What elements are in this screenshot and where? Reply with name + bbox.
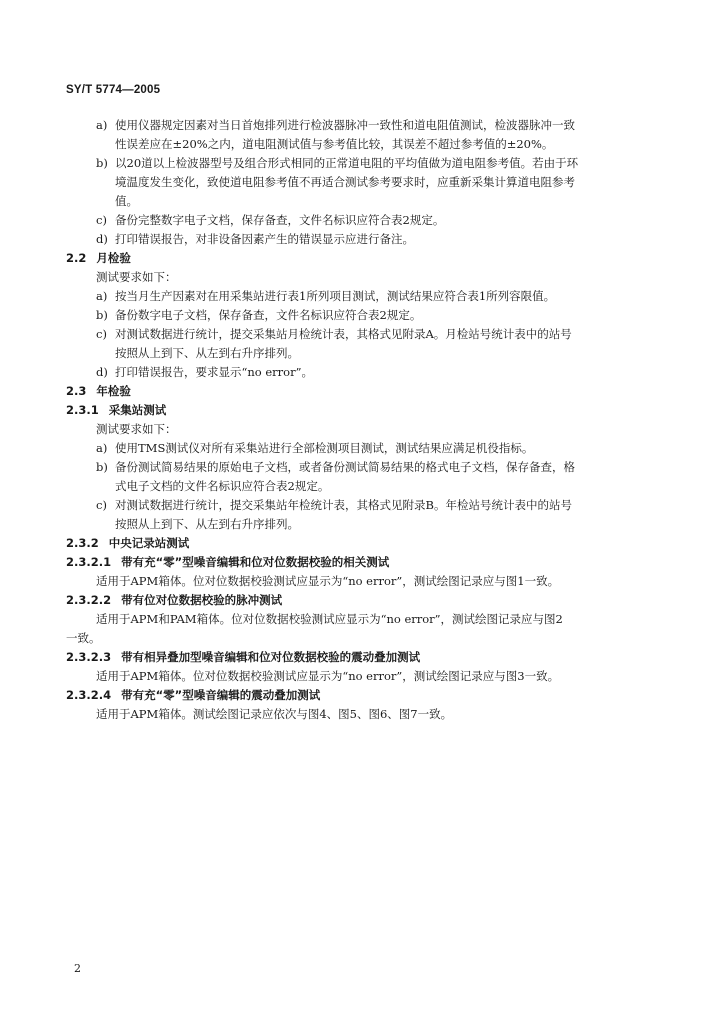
- section-heading: [66, 401, 666, 420]
- list-item-text: 备份完整数字电子文档，保存备查，文件名标识应符合表2规定。: [115, 213, 445, 227]
- section-heading: [66, 534, 666, 553]
- list-item-continuation: 按照从上到下、从左到右升序排列。: [115, 517, 299, 531]
- list-marker: d): [96, 365, 108, 379]
- section-number: 2.3.2.3: [66, 650, 112, 664]
- section-heading: [66, 648, 666, 667]
- list-item-continuation: 式电子文档的文件名标识应符合表2规定。: [115, 479, 330, 493]
- paragraph-continuation: 一致。: [66, 631, 101, 645]
- section-title: 中央记录站测试: [108, 536, 190, 550]
- list-marker: c): [96, 327, 107, 341]
- section-title: 带有相异叠加型噪音编辑和位对位数据校验的震动叠加测试: [121, 650, 421, 664]
- list-marker: b): [96, 308, 108, 322]
- list-item: [66, 496, 666, 515]
- section-heading: [66, 591, 666, 610]
- list-item: [66, 287, 666, 306]
- list-marker: d): [96, 232, 108, 246]
- document-body: [66, 116, 666, 724]
- list-marker: a): [96, 289, 108, 303]
- section-heading: [66, 553, 666, 572]
- list-item-continuation: 性误差应在±20%之内，道电阻测试值与参考值比较，其误差不超过参考值的±20%。: [115, 137, 554, 151]
- standard-code: SY/T 5774—2005: [66, 84, 161, 96]
- list-item-text: 使用仪器规定因素对当日首炮排列进行检波器脉冲一致性和道电阻值测试，检波器脉冲一致: [115, 118, 575, 132]
- list-item-text: 打印错误报告，要求显示“no error”。: [115, 365, 313, 379]
- section-number: 2.3.1: [66, 403, 99, 417]
- section-number: 2.3.2.4: [66, 688, 112, 702]
- list-item-text: 使用TMS测试仪对所有采集站进行全部检测项目测试，测试结果应满足机役指标。: [115, 441, 534, 455]
- section-number: 2.3: [66, 384, 87, 398]
- section-number: 2.3.2: [66, 536, 99, 550]
- list-item-continuation: 值。: [115, 194, 138, 208]
- paragraph: 适用于APM和PAM箱体。位对位数据校验测试应显示为“no error”，测试绘图记录应与图2: [96, 612, 563, 626]
- list-marker: b): [96, 156, 108, 170]
- list-marker: c): [96, 213, 107, 227]
- page-number: 2: [74, 962, 81, 975]
- section-title: 采集站测试: [108, 403, 167, 417]
- list-item-text: 以20道以上检波器型号及组合形式相同的正常道电阻的平均值做为道电阻参考值。若由于环: [115, 156, 579, 170]
- list-item: [66, 439, 666, 458]
- list-marker: a): [96, 118, 108, 132]
- list-item: [66, 211, 666, 230]
- list-marker: c): [96, 498, 107, 512]
- list-item-text: 备份数字电子文档，保存备查，文件名标识应符合表2规定。: [115, 308, 422, 322]
- list-item-text: 打印错误报告，对非设备因素产生的错误显示应进行备注。: [115, 232, 414, 246]
- paragraph: 测试要求如下：: [96, 270, 177, 284]
- list-item: [66, 363, 666, 382]
- section-number: 2.3.2.2: [66, 593, 112, 607]
- list-item-text: 对测试数据进行统计，提交采集站年检统计表，其格式见附录B。年检站号统计表中的站号: [115, 498, 572, 512]
- list-item-text: 备份测试简易结果的原始电子文档，或者备份测试简易结果的格式电子文档，保存备查，格: [115, 460, 575, 474]
- list-marker: a): [96, 441, 108, 455]
- list-item-text: 按当月生产因素对在用采集站进行表1所列项目测试，测试结果应符合表1所列容限值。: [115, 289, 556, 303]
- paragraph: 测试要求如下：: [96, 422, 177, 436]
- paragraph: 适用于APM箱体。位对位数据校验测试应显示为“no error”，测试绘图记录应与图1一致。: [96, 574, 560, 588]
- section-number: 2.3.2.1: [66, 555, 112, 569]
- paragraph: 适用于APM箱体。位对位数据校验测试应显示为“no error”，测试绘图记录应与图3一致。: [96, 669, 560, 683]
- section-title: 带有位对位数据校验的脉冲测试: [121, 593, 283, 607]
- section-heading: [66, 686, 666, 705]
- paragraph: 适用于APM箱体。测试绘图记录应依次与图4、图5、图6、图7一致。: [96, 707, 453, 721]
- list-item: [66, 230, 666, 249]
- section-title: 月检验: [96, 251, 131, 265]
- list-item: [66, 325, 666, 344]
- list-item-continuation: 境温度发生变化，致使道电阻参考值不再适合测试参考要求时，应重新采集计算道电阻参考: [115, 175, 575, 189]
- section-title: 带有充“零”型噪音编辑和位对位数据校验的相关测试: [121, 555, 390, 569]
- list-item-text: 对测试数据进行统计，提交采集站月检统计表，其格式见附录A。月检站号统计表中的站号: [115, 327, 572, 341]
- section-heading: [66, 382, 666, 401]
- list-marker: b): [96, 460, 108, 474]
- list-item: [66, 306, 666, 325]
- section-title: 带有充“零”型噪音编辑的震动叠加测试: [121, 688, 321, 702]
- list-item: [66, 154, 666, 173]
- section-number: 2.2: [66, 251, 87, 265]
- list-item: [66, 116, 666, 135]
- list-item: [66, 458, 666, 477]
- section-title: 年检验: [96, 384, 131, 398]
- section-heading: [66, 249, 666, 268]
- list-item-continuation: 按照从上到下、从左到右升序排列。: [115, 346, 299, 360]
